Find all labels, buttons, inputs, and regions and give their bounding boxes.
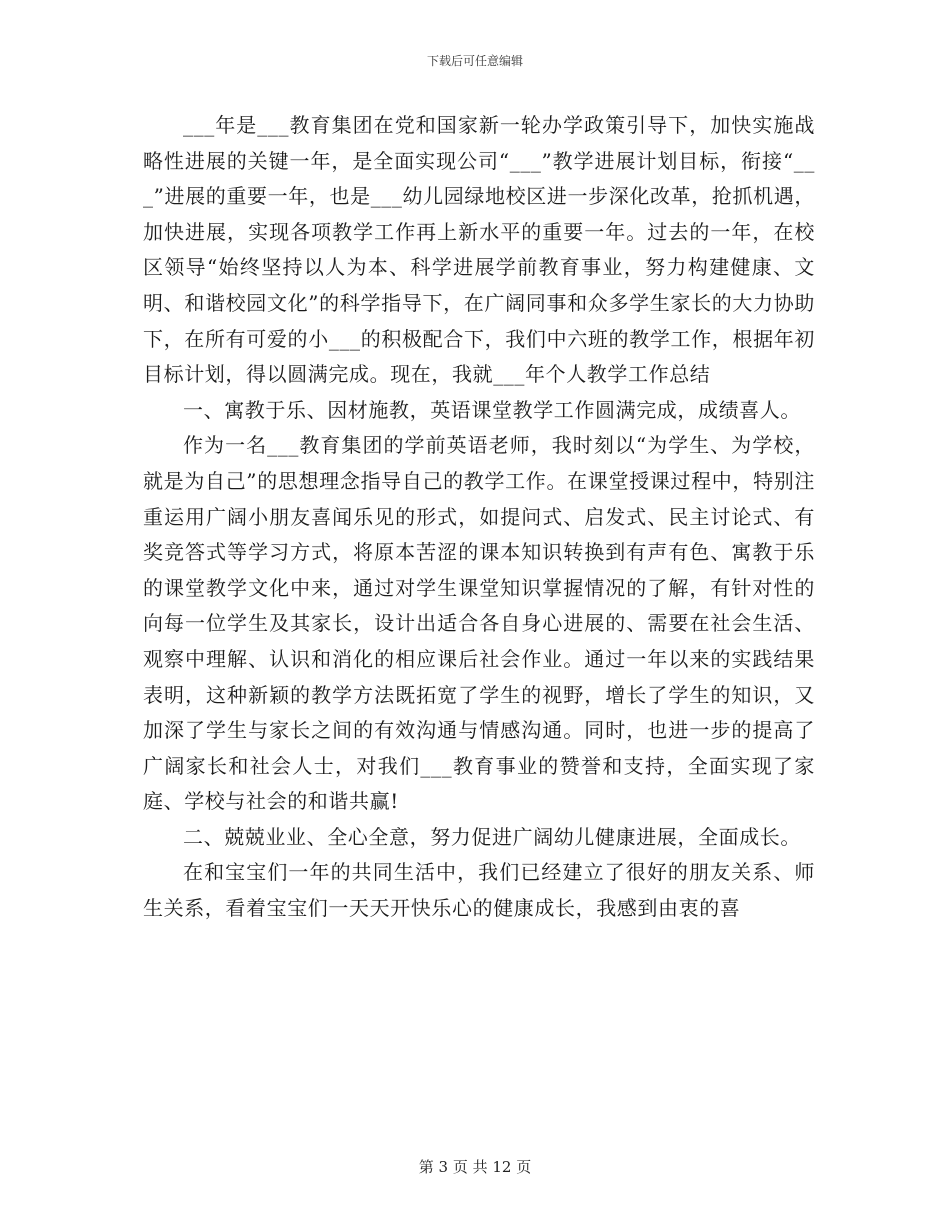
paragraph-section-1: 作为一名___教育集团的学前英语老师，我时刻以“为学生、为学校，就是为自己”的思想理念指导自己的教学工作。在课堂授课过程中，特别注重运用广阔小朋友喜闻乐见的形式，如提问式、启发式、民主讨论式、有奖竞答式等学习方式，将原本苦涩的课本知识转换到有声有色、寓教于乐的课堂教学文化中来，通过对学生课堂知识掌握情况的了解，有针对性的向每一位学生及其家长，设计出适合各自身心进展的、需要在社会生活、观察中理解、认识和消化的相应课后社会作业。通过一年以来的实践结果表明，这种新颖的教学方法既拓宽了学生的视野，增长了学生的知识，又加深了学生与家长之间的有效沟通与情感沟通。同时，也进一步的提高了广阔家长和社会人士，对我们___教育事业的赞誉和支持，全面实现了家庭、学校与社会的和谐共赢! — [143, 433, 815, 814]
page-number: 第 3 页 共 12 页 — [418, 1158, 532, 1176]
section-heading-2: 二、兢兢业业、全心全意，努力促进广阔幼儿健康进展，全面成长。 — [183, 824, 801, 849]
body-text — [143, 108, 815, 927]
header-note: 下载后可任意编辑 — [426, 54, 523, 68]
section-heading-1: 一、寓教于乐、因材施教，英语课堂教学工作圆满完成，成绩喜人。 — [183, 397, 801, 422]
paragraph-intro: ___年是___教育集团在党和国家新一轮办学政策引导下，加快实施战略性进展的关键一年，是全面实现公司“___”教学进展计划目标，衔接“___”进展的重要一年，也是___幼儿园绿地校区进一步深化改革，抢抓机遇，加快进展，实现各项教学工作再上新水平的重要一年。过去的一年，在校区领导“始终坚持以人为本、科学进展学前教育事业，努力构建健康、文明、和谐校园文化”的科学指导下，在广阔同事和众多学生家长的大力协助下，在所有可爱的小___的积极配合下，我们中六班的教学工作，根据年初目标计划，得以圆满完成。现在，我就___年个人教学工作总结 — [143, 113, 815, 387]
paragraph-section-2: 在和宝宝们一年的共同生活中，我们已经建立了很好的朋友关系、师生关系，看着宝宝们一天天开快乐心的健康成长，我感到由衷的喜 — [143, 860, 815, 921]
